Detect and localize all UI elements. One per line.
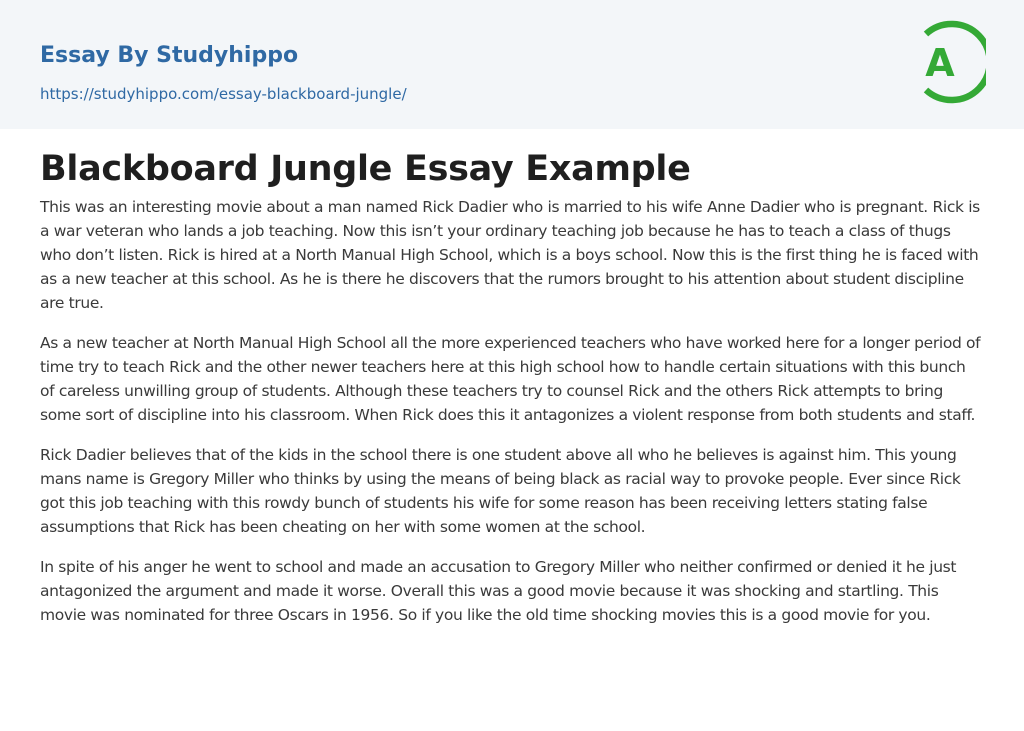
article-body: [40, 189, 984, 627]
logo-letter: A: [925, 41, 955, 85]
article: [0, 129, 1024, 627]
paragraph-3: Rick Dadier believes that of the kids in the school there is one student above all who he believes is against him. This young mans name is Gregory Miller who thinks by using the means of being black as racial way to provoke people. Ever since Rick got this job teaching with this rowdy bunch of students his wife for some reason has been receiving letters stating false assumptions that Rick has been cheating on her with some women at the school.: [40, 446, 961, 536]
paragraph-2: As a new teacher at North Manual High School all the more experienced teachers who have worked here for a longer period of time try to teach Rick and the other newer teachers here at this high school how to handle certain situations with this bunch of careless unwilling group of students. Although these teachers try to counsel Rick and the others Rick attempts to bring some sort of discipline into his classroom. When Rick does this it antagonizes a violent response from both students and staff.: [40, 334, 981, 424]
page-title: Blackboard Jungle Essay Example: [40, 149, 691, 189]
essay-url-link[interactable]: https://studyhippo.com/essay-blackboard-jungle/: [40, 85, 407, 103]
paragraph-1: This was an interesting movie about a man named Rick Dadier who is married to his wife Anne Dadier who is pregnant. Rick is a war veteran who lands a job teaching. Now this isn’t your ordinary teaching job because he has to teach a class of thugs who don’t listen. Rick is hired at a North Manual High School, which is a boys school. Now this is the first thing he is faced with as a new teacher at this school. As he is there he discovers that the rumors brought to his attention about student discipline are true.: [40, 198, 980, 312]
paragraph-4: In spite of his anger he went to school and made an accusation to Gregory Miller who neither confirmed or denied it he just antagonized the argument and made it worse. Overall this was a good movie because it was shocking and startling. This movie was nominated for three Oscars in 1956. So if you like the old time shocking movies this is a good movie for you.: [40, 558, 957, 624]
site-header: [0, 0, 1024, 129]
studyhippo-logo-icon[interactable]: [912, 19, 986, 105]
site-brand[interactable]: Essay By Studyhippo: [40, 43, 299, 68]
